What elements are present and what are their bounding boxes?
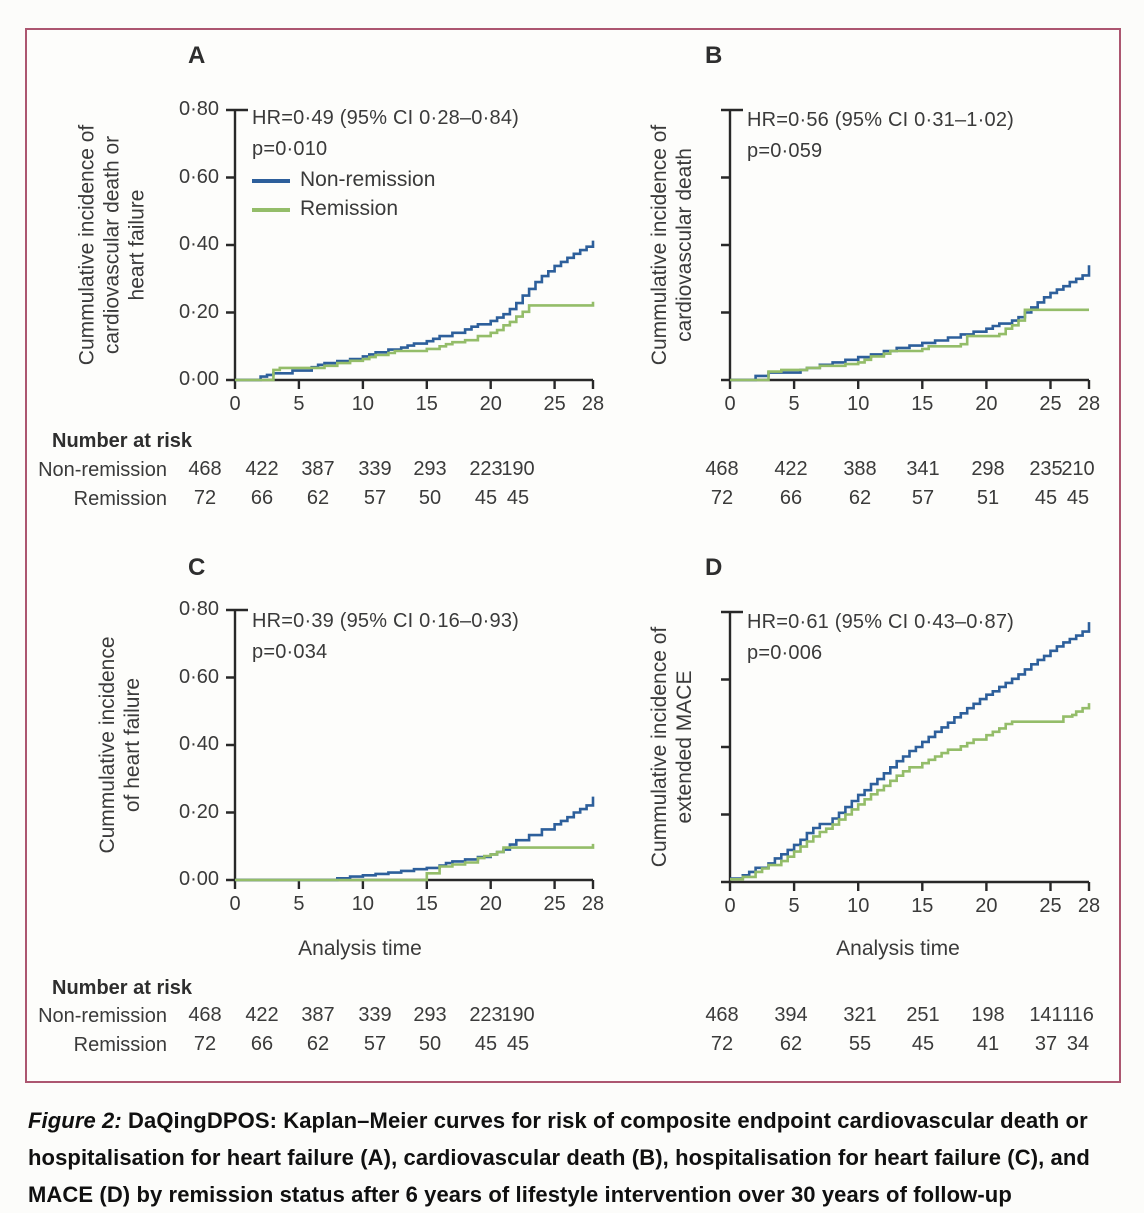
panel-b-hr: HR=0·56 (95% CI 0·31–1·02) bbox=[747, 109, 1014, 131]
legend-item-non-remission bbox=[252, 168, 512, 194]
at-risk-rowlabel-remission-bottom: Remission bbox=[73, 1034, 167, 1056]
y-tick-label: 0·80 bbox=[178, 598, 219, 620]
x-tick-label: 5 bbox=[293, 393, 305, 415]
x-tick-label: 5 bbox=[788, 393, 800, 415]
at-risk-value-non-remission: 223 bbox=[469, 458, 503, 480]
at-risk-value-remission: 72 bbox=[710, 487, 734, 509]
panel-c-pvalue: p=0·034 bbox=[252, 641, 328, 663]
x-tick-label: 15 bbox=[911, 895, 934, 917]
at-risk-value-remission: 57 bbox=[363, 487, 387, 509]
x-tick-label: 10 bbox=[351, 393, 374, 415]
legend-label-non-remission: Non-remission bbox=[300, 168, 436, 191]
at-risk-value-non-remission: 468 bbox=[188, 458, 222, 480]
x-tick-label: 28 bbox=[581, 893, 605, 915]
at-risk-value-remission: 66 bbox=[250, 487, 274, 509]
at-risk-value-non-remission: 190 bbox=[501, 1004, 535, 1026]
y-tick-label: 0·00 bbox=[178, 868, 219, 890]
at-risk-value-remission: 62 bbox=[306, 1033, 330, 1055]
x-tick-label: 0 bbox=[724, 393, 736, 415]
at-risk-value-non-remission: 388 bbox=[843, 458, 877, 480]
x-tick-label: 20 bbox=[975, 895, 998, 917]
panel-b-ylabel: Cummulative incidence of cardiovascular death bbox=[648, 124, 696, 366]
at-risk-value-non-remission: 293 bbox=[413, 1004, 447, 1026]
at-risk-value-remission: 72 bbox=[710, 1033, 734, 1055]
at-risk-value-non-remission: 387 bbox=[301, 1004, 335, 1026]
at-risk-value-remission: 41 bbox=[976, 1033, 1000, 1055]
x-tick-label: 15 bbox=[911, 393, 934, 415]
y-tick-label: 0·00 bbox=[178, 368, 219, 390]
at-risk-value-remission: 57 bbox=[911, 487, 935, 509]
panel-c-ylabel: Cummulative incidence of heart failure bbox=[96, 636, 144, 854]
panel-d-pvalue: p=0·006 bbox=[747, 642, 823, 664]
panel-a-title: A bbox=[188, 42, 206, 69]
at-risk-value-remission: 51 bbox=[976, 487, 1000, 509]
at-risk-value-non-remission: 235 bbox=[1029, 458, 1063, 480]
x-tick-label: 25 bbox=[1039, 393, 1062, 415]
at-risk-value-remission: 45 bbox=[1034, 487, 1058, 509]
at-risk-rowlabel-non-remission-top: Non-remission bbox=[38, 459, 167, 481]
panel-d-hr: HR=0·61 (95% CI 0·43–0·87) bbox=[747, 611, 1014, 633]
x-tick-label: 5 bbox=[788, 895, 800, 917]
at-risk-value-remission: 45 bbox=[506, 1033, 530, 1055]
panel-b-title: B bbox=[705, 42, 723, 69]
at-risk-value-non-remission: 116 bbox=[1062, 1004, 1094, 1026]
x-tick-label: 5 bbox=[293, 893, 305, 915]
at-risk-value-remission: 45 bbox=[1066, 487, 1090, 509]
at-risk-value-non-remission: 387 bbox=[301, 458, 335, 480]
at-risk-value-non-remission: 422 bbox=[245, 1004, 279, 1026]
at-risk-value-non-remission: 298 bbox=[971, 458, 1005, 480]
at-risk-value-non-remission: 339 bbox=[358, 1004, 392, 1026]
x-tick-label: 20 bbox=[479, 893, 502, 915]
at-risk-value-remission: 66 bbox=[250, 1033, 274, 1055]
at-risk-value-non-remission: 339 bbox=[358, 458, 392, 480]
x-tick-label: 25 bbox=[543, 893, 566, 915]
panel-a-stats bbox=[252, 103, 519, 165]
x-tick-label: 28 bbox=[581, 393, 605, 415]
panel-b-pvalue: p=0·059 bbox=[747, 140, 823, 162]
x-tick-label: 0 bbox=[229, 393, 241, 415]
d-curve-remission bbox=[730, 703, 1089, 879]
x-tick-label: 25 bbox=[1039, 895, 1062, 917]
x-tick-label: 15 bbox=[415, 393, 438, 415]
x-tick-label: 28 bbox=[1077, 393, 1101, 415]
at-risk-value-remission: 45 bbox=[911, 1033, 935, 1055]
x-tick-label: 0 bbox=[229, 893, 241, 915]
at-risk-value-remission: 57 bbox=[363, 1033, 387, 1055]
panel-d-xaxis-title: Analysis time bbox=[836, 937, 960, 960]
at-risk-value-non-remission: 210 bbox=[1061, 458, 1095, 480]
at-risk-value-non-remission: 468 bbox=[188, 1004, 222, 1026]
at-risk-value-remission: 72 bbox=[193, 487, 217, 509]
at-risk-rowlabel-remission-top: Remission bbox=[73, 488, 167, 510]
panel-a-pvalue: p=0·010 bbox=[252, 138, 328, 160]
x-tick-label: 0 bbox=[724, 895, 736, 917]
panel-d-title: D bbox=[705, 554, 723, 581]
at-risk-value-remission: 66 bbox=[779, 487, 803, 509]
at-risk-value-non-remission: 141 bbox=[1029, 1004, 1063, 1026]
figure-caption-text: DaQingDPOS: Kaplan–Meier curves for risk of composite endpoint cardiovascular death or hospitalisation for heart failure (A), cardiovascular death (B), hospitalisation for heart failure (C), and MACE (D) by remission status after 6 years of lifestyle intervention over 30 years of follow-up bbox=[28, 1108, 1090, 1207]
at-risk-value-non-remission: 223 bbox=[469, 1004, 503, 1026]
at-risk-value-remission: 50 bbox=[418, 487, 442, 509]
panel-a-ylabel: Cummulative incidence of cardiovascular death or heart failure bbox=[75, 124, 149, 366]
figure-caption-label: Figure 2: bbox=[28, 1108, 122, 1133]
c-curve-remission bbox=[235, 844, 593, 880]
x-tick-label: 15 bbox=[415, 893, 438, 915]
x-tick-label: 20 bbox=[479, 393, 502, 415]
at-risk-rowlabel-non-remission-bottom: Non-remission bbox=[38, 1005, 167, 1027]
at-risk-value-non-remission: 422 bbox=[245, 458, 279, 480]
at-risk-value-non-remission: 394 bbox=[774, 1004, 808, 1026]
at-risk-value-remission: 45 bbox=[474, 1033, 498, 1055]
figure-caption bbox=[28, 1102, 1100, 1213]
a-curve-remission bbox=[235, 302, 593, 380]
y-tick-label: 0·60 bbox=[178, 165, 219, 188]
x-tick-label: 10 bbox=[351, 893, 374, 915]
at-risk-value-remission: 72 bbox=[193, 1033, 217, 1055]
at-risk-value-remission: 37 bbox=[1034, 1033, 1058, 1055]
x-tick-label: 25 bbox=[543, 393, 566, 415]
at-risk-value-remission: 62 bbox=[779, 1033, 803, 1055]
non-remission-line-swatch bbox=[252, 179, 290, 183]
at-risk-value-remission: 55 bbox=[848, 1033, 872, 1055]
at-risk-value-remission: 62 bbox=[306, 487, 330, 509]
at-risk-value-remission: 45 bbox=[506, 487, 530, 509]
at-risk-value-remission: 45 bbox=[474, 487, 498, 509]
y-tick-label: 0·40 bbox=[178, 733, 219, 755]
at-risk-value-non-remission: 468 bbox=[705, 458, 739, 480]
y-tick-label: 0·20 bbox=[178, 800, 219, 823]
panel-c-xaxis-title: Analysis time bbox=[298, 937, 422, 960]
a-curve-non-remission bbox=[235, 241, 593, 380]
at-risk-value-non-remission: 293 bbox=[413, 458, 447, 480]
panel-d-stats bbox=[747, 607, 1014, 669]
y-tick-label: 0·80 bbox=[178, 98, 219, 120]
at-risk-value-remission: 34 bbox=[1066, 1033, 1090, 1055]
remission-line-swatch bbox=[252, 208, 290, 212]
legend-label-remission: Remission bbox=[300, 197, 399, 220]
at-risk-header-bottom: Number at risk bbox=[52, 977, 193, 999]
legend-item-remission bbox=[252, 197, 512, 223]
y-tick-label: 0·60 bbox=[178, 665, 219, 688]
at-risk-value-non-remission: 422 bbox=[774, 458, 808, 480]
at-risk-value-remission: 50 bbox=[418, 1033, 442, 1055]
b-curve-non-remission bbox=[730, 265, 1089, 380]
x-tick-label: 10 bbox=[847, 895, 870, 917]
at-risk-value-non-remission: 198 bbox=[971, 1004, 1005, 1026]
panel-c-title: C bbox=[188, 554, 206, 581]
at-risk-value-remission: 62 bbox=[848, 487, 872, 509]
panel-b-stats bbox=[747, 105, 1014, 167]
at-risk-header-top: Number at risk bbox=[52, 430, 193, 452]
panel-c-hr: HR=0·39 (95% CI 0·16–0·93) bbox=[252, 610, 519, 632]
panel-a-hr: HR=0·49 (95% CI 0·28–0·84) bbox=[252, 107, 519, 129]
c-curve-non-remission bbox=[235, 797, 593, 880]
x-tick-label: 28 bbox=[1077, 895, 1101, 917]
panel-d-ylabel: Cummulative incidence of extended MACE bbox=[648, 626, 696, 868]
at-risk-value-non-remission: 321 bbox=[843, 1004, 877, 1026]
x-tick-label: 10 bbox=[847, 393, 870, 415]
at-risk-value-non-remission: 468 bbox=[705, 1004, 739, 1026]
panel-c-stats bbox=[252, 606, 519, 668]
y-tick-label: 0·40 bbox=[178, 233, 219, 255]
at-risk-value-non-remission: 251 bbox=[906, 1004, 940, 1026]
y-tick-label: 0·20 bbox=[178, 300, 219, 323]
at-risk-value-non-remission: 190 bbox=[501, 458, 535, 480]
at-risk-value-non-remission: 341 bbox=[906, 458, 940, 480]
x-tick-label: 20 bbox=[975, 393, 998, 415]
